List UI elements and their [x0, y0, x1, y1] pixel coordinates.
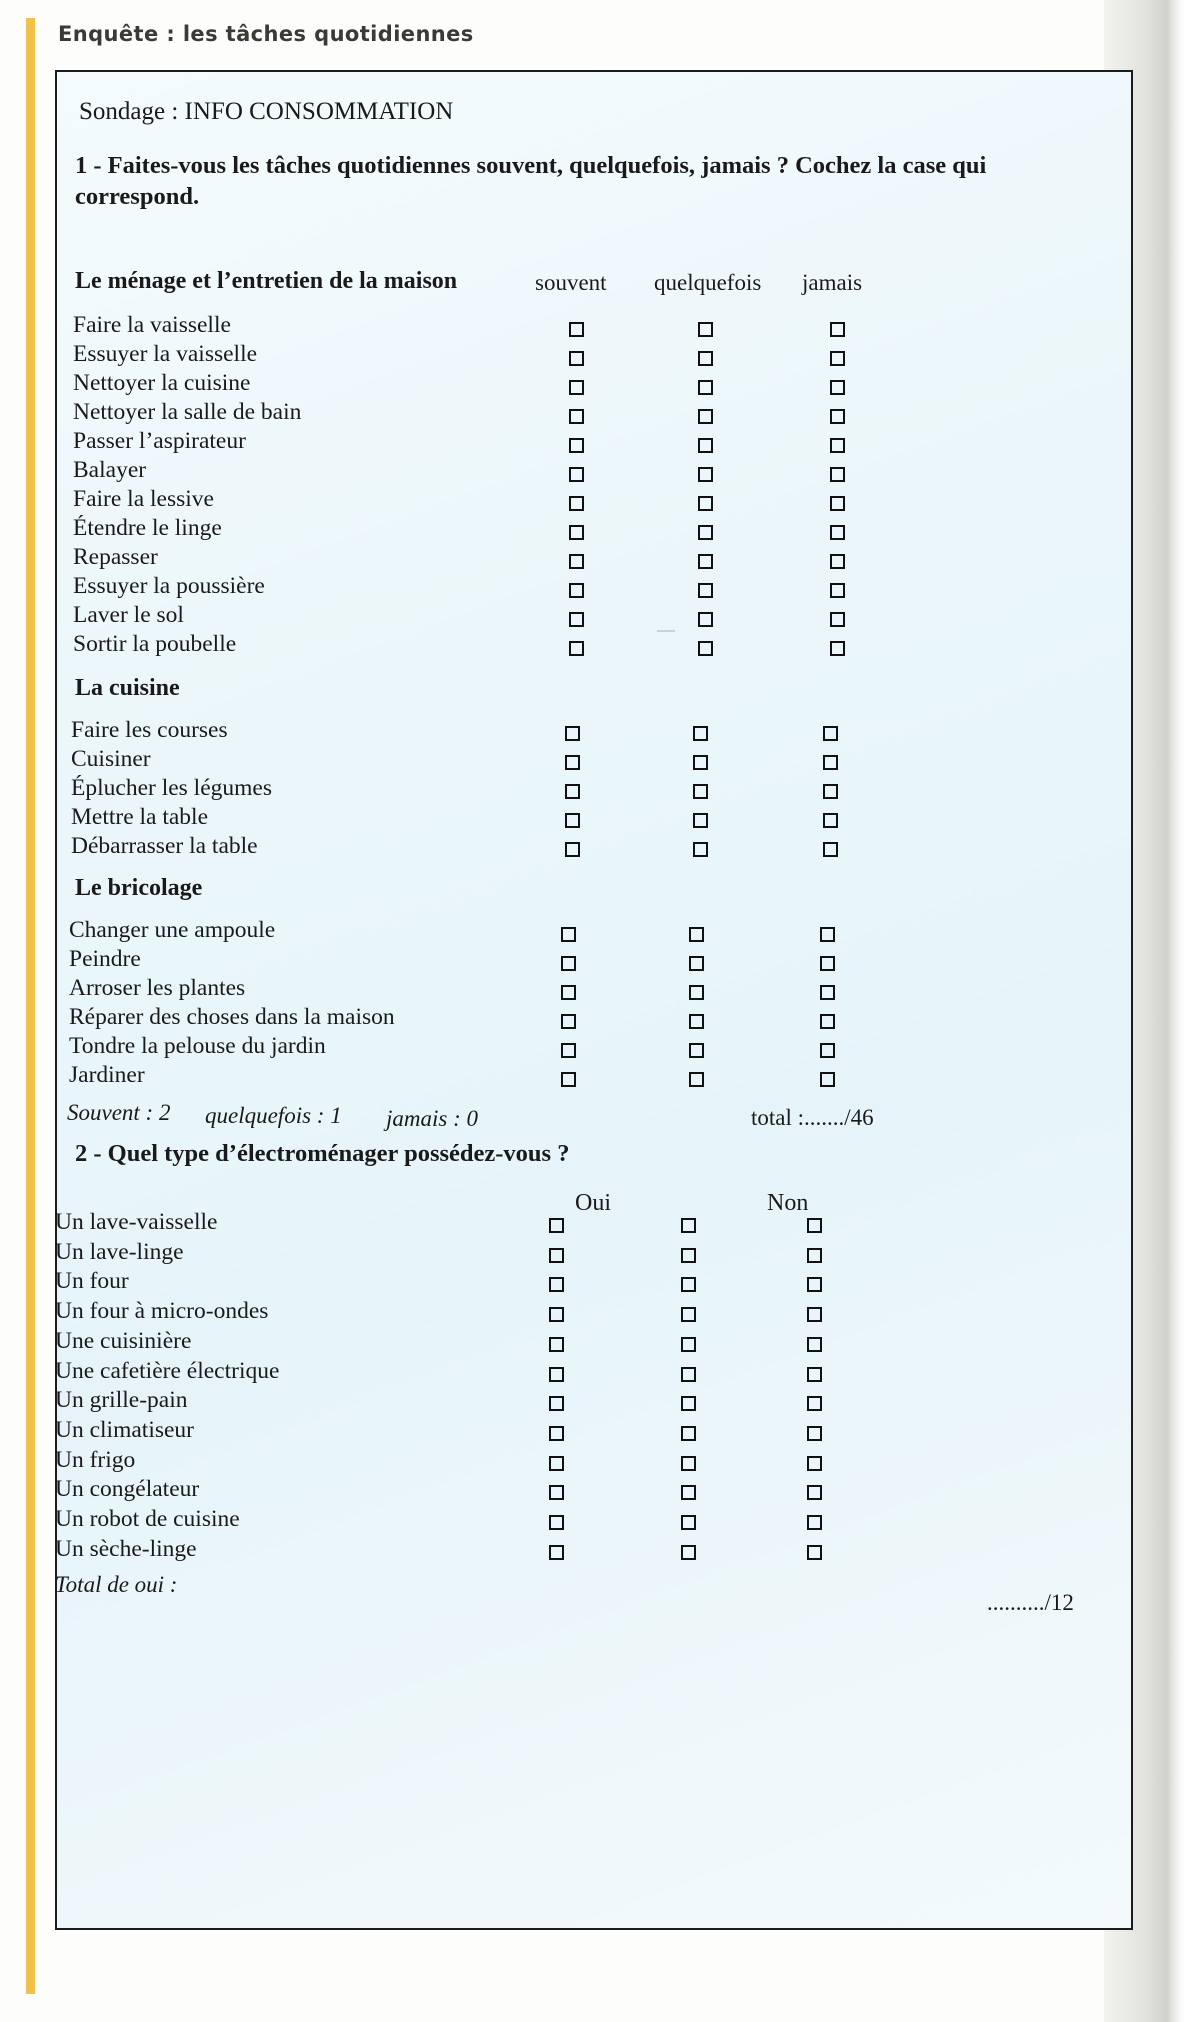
checkbox-souvent[interactable] [569, 525, 584, 540]
checkbox-souvent[interactable] [569, 641, 584, 656]
list-item: Éplucher les légumes [71, 775, 272, 801]
checkbox-souvent[interactable] [569, 554, 584, 569]
list-item: Repasser [73, 544, 158, 570]
column-header-oui: Oui [575, 1190, 611, 1216]
scoring-quelquefois: quelquefois : 1 [205, 1103, 342, 1128]
part2-total-dots: .......... [987, 1590, 1045, 1615]
checkbox-quelquefois[interactable] [698, 351, 713, 366]
checkbox-middle[interactable] [681, 1367, 696, 1382]
checkbox-oui[interactable] [549, 1307, 564, 1322]
checkbox-quelquefois[interactable] [698, 496, 713, 511]
section-heading-menage: Le ménage et l’entretien de la maison [75, 268, 458, 294]
checkbox-jamais[interactable] [830, 438, 845, 453]
checkbox-jamais[interactable] [823, 726, 838, 741]
part1-total [751, 1105, 874, 1131]
checkbox-quelquefois[interactable] [689, 1043, 704, 1058]
list-item: Une cafetière électrique [55, 1358, 280, 1384]
survey-header-name: INFO CONSOMMATION [184, 98, 454, 125]
list-item: Nettoyer la cuisine [73, 370, 251, 396]
checkbox-jamais[interactable] [830, 612, 845, 627]
list-item: Réparer des choses dans la maison [69, 1004, 395, 1030]
list-item: Débarrasser la table [71, 833, 258, 859]
checkbox-quelquefois[interactable] [698, 409, 713, 424]
survey-content [57, 72, 1135, 1932]
checkbox-jamais[interactable] [823, 784, 838, 799]
checkbox-quelquefois[interactable] [693, 784, 708, 799]
checkbox-souvent[interactable] [565, 755, 580, 770]
checkbox-oui[interactable] [549, 1545, 564, 1560]
column-header-quelquefois: quelquefois [654, 270, 762, 295]
list-item: Un four [55, 1268, 129, 1294]
checkbox-jamais[interactable] [830, 525, 845, 540]
checkbox-quelquefois[interactable] [693, 842, 708, 857]
checkbox-quelquefois[interactable] [693, 726, 708, 741]
checkbox-souvent[interactable] [569, 409, 584, 424]
checkbox-quelquefois[interactable] [689, 1014, 704, 1029]
scoring-souvent: Souvent : 2 [67, 1100, 171, 1125]
page-title: Enquête : les tâches quotidiennes [58, 22, 474, 46]
checkbox-middle[interactable] [681, 1218, 696, 1233]
list-item: Tondre la pelouse du jardin [69, 1033, 326, 1059]
checkbox-souvent[interactable] [569, 351, 584, 366]
checkbox-middle[interactable] [681, 1456, 696, 1471]
checkbox-oui[interactable] [549, 1218, 564, 1233]
list-item: Mettre la table [71, 804, 209, 830]
checkbox-oui[interactable] [549, 1485, 564, 1500]
checkbox-quelquefois[interactable] [693, 813, 708, 828]
part1-total-max: /46 [844, 1105, 874, 1130]
checkbox-souvent[interactable] [561, 1014, 576, 1029]
column-header-souvent: souvent [535, 270, 607, 295]
checkbox-jamais[interactable] [830, 583, 845, 598]
checkbox-jamais[interactable] [820, 927, 835, 942]
column-header-non: Non [767, 1190, 809, 1216]
survey-header-label: Sondage : [79, 98, 179, 125]
checkbox-quelquefois[interactable] [698, 612, 713, 627]
checkbox-non[interactable] [807, 1485, 822, 1500]
checkbox-middle[interactable] [681, 1396, 696, 1411]
checkbox-middle[interactable] [681, 1277, 696, 1292]
checkbox-quelquefois[interactable] [689, 956, 704, 971]
checkbox-souvent[interactable] [561, 956, 576, 971]
part2-total-max: /12 [1044, 1590, 1074, 1615]
list-item: Changer une ampoule [69, 917, 276, 943]
checkbox-quelquefois[interactable] [689, 1072, 704, 1087]
survey-header [79, 98, 453, 126]
checkbox-jamais[interactable] [830, 641, 845, 656]
part2-total-label: Total de oui : [55, 1572, 178, 1597]
checkbox-jamais[interactable] [830, 351, 845, 366]
checkbox-souvent[interactable] [565, 842, 580, 857]
checkbox-oui[interactable] [549, 1248, 564, 1263]
list-item: Un lave-vaisselle [55, 1209, 218, 1235]
checkbox-jamais[interactable] [823, 813, 838, 828]
checkbox-jamais[interactable] [820, 1043, 835, 1058]
checkbox-quelquefois[interactable] [693, 755, 708, 770]
list-item: Peindre [69, 946, 141, 972]
list-item: Faire la vaisselle [73, 312, 231, 338]
list-item: Nettoyer la salle de bain [73, 399, 302, 425]
list-item: Un robot de cuisine [55, 1506, 240, 1532]
list-item: Un lave-linge [55, 1239, 184, 1265]
checkbox-souvent[interactable] [561, 1072, 576, 1087]
checkbox-middle[interactable] [681, 1545, 696, 1560]
checkbox-oui[interactable] [549, 1426, 564, 1441]
checkbox-souvent[interactable] [561, 927, 576, 942]
scoring-jamais: jamais : 0 [386, 1106, 478, 1131]
checkbox-souvent[interactable] [569, 583, 584, 598]
checkbox-jamais[interactable] [830, 380, 845, 395]
checkbox-quelquefois[interactable] [698, 467, 713, 482]
checkbox-oui[interactable] [549, 1396, 564, 1411]
checkbox-souvent[interactable] [569, 496, 584, 511]
checkbox-non[interactable] [807, 1367, 822, 1382]
checkbox-souvent[interactable] [569, 612, 584, 627]
list-item: Faire les courses [71, 717, 228, 743]
list-item: Sortir la poubelle [73, 631, 237, 657]
list-item: Laver le sol [73, 602, 184, 628]
checkbox-middle[interactable] [681, 1426, 696, 1441]
checkbox-souvent[interactable] [565, 813, 580, 828]
checkbox-middle[interactable] [681, 1515, 696, 1530]
checkbox-souvent[interactable] [561, 985, 576, 1000]
list-item: Un four à micro-ondes [55, 1298, 269, 1324]
checkbox-oui[interactable] [549, 1277, 564, 1292]
checkbox-non[interactable] [807, 1337, 822, 1352]
checkbox-jamais[interactable] [820, 985, 835, 1000]
checkbox-quelquefois[interactable] [689, 985, 704, 1000]
list-item: Un frigo [55, 1447, 136, 1473]
checkbox-middle[interactable] [681, 1307, 696, 1322]
checkbox-jamais[interactable] [830, 467, 845, 482]
checkbox-middle[interactable] [681, 1485, 696, 1500]
list-item: Cuisiner [71, 746, 151, 772]
part2-total-value [987, 1590, 1074, 1616]
checkbox-jamais[interactable] [830, 554, 845, 569]
list-item: Essuyer la poussière [73, 573, 265, 599]
checkbox-jamais[interactable] [830, 322, 845, 337]
checkbox-non[interactable] [807, 1515, 822, 1530]
checkbox-jamais[interactable] [830, 496, 845, 511]
list-item: Une cuisinière [55, 1328, 192, 1354]
checkbox-middle[interactable] [681, 1337, 696, 1352]
checkbox-non[interactable] [807, 1545, 822, 1560]
list-item: Faire la lessive [73, 486, 214, 512]
list-item: Un climatiseur [55, 1417, 195, 1443]
list-item: Un sèche-linge [55, 1536, 197, 1562]
section-heading-bricolage: Le bricolage [75, 875, 203, 901]
checkbox-souvent[interactable] [561, 1043, 576, 1058]
checkbox-non[interactable] [807, 1307, 822, 1322]
checkbox-non[interactable] [807, 1218, 822, 1233]
list-item: Passer l’aspirateur [73, 428, 246, 454]
list-item: Arroser les plantes [69, 975, 246, 1001]
checkbox-souvent[interactable] [569, 438, 584, 453]
checkbox-quelquefois[interactable] [698, 438, 713, 453]
list-item: Balayer [73, 457, 147, 483]
checkbox-middle[interactable] [681, 1248, 696, 1263]
scan-edge-highlight [1166, 0, 1196, 2022]
checkbox-jamais[interactable] [820, 1072, 835, 1087]
column-header-jamais: jamais [802, 270, 863, 295]
checkbox-oui[interactable] [549, 1456, 564, 1471]
list-item: Un grille-pain [55, 1387, 188, 1413]
checkbox-quelquefois[interactable] [698, 583, 713, 598]
question-2-text: 2 - Quel type d’électroménager possédez-vous ? [75, 1140, 570, 1167]
scan-artifact [657, 630, 675, 632]
checkbox-souvent[interactable] [569, 467, 584, 482]
checkbox-quelquefois[interactable] [698, 641, 713, 656]
checkbox-oui[interactable] [549, 1367, 564, 1382]
checkbox-jamais[interactable] [830, 409, 845, 424]
checkbox-jamais[interactable] [820, 1014, 835, 1029]
checkbox-souvent[interactable] [569, 380, 584, 395]
checkbox-quelquefois[interactable] [698, 554, 713, 569]
checkbox-quelquefois[interactable] [698, 525, 713, 540]
survey-frame [55, 70, 1133, 1930]
checkbox-quelquefois[interactable] [698, 380, 713, 395]
checkbox-souvent[interactable] [565, 784, 580, 799]
checkbox-oui[interactable] [549, 1515, 564, 1530]
list-item: Jardiner [69, 1062, 145, 1088]
checkbox-non[interactable] [807, 1456, 822, 1471]
question-1-text: 1 - Faites-vous les tâches quotidiennes souvent, quelquefois, jamais ? Cochez la case qui correspond. [75, 152, 987, 211]
checkbox-souvent[interactable] [569, 322, 584, 337]
list-item: Étendre le linge [73, 515, 222, 541]
checkbox-non[interactable] [807, 1277, 822, 1292]
checkbox-souvent[interactable] [565, 726, 580, 741]
section-heading-cuisine: La cuisine [75, 675, 180, 701]
part1-total-label: total : [751, 1105, 805, 1130]
part1-total-dots: ....... [804, 1105, 845, 1130]
checkbox-quelquefois[interactable] [698, 322, 713, 337]
list-item: Un congélateur [55, 1476, 200, 1502]
checkbox-jamais[interactable] [820, 956, 835, 971]
yellow-margin-bar [26, 18, 35, 1994]
list-item: Essuyer la vaisselle [73, 341, 258, 367]
checkbox-non[interactable] [807, 1396, 822, 1411]
checkbox-quelquefois[interactable] [689, 927, 704, 942]
checkbox-non[interactable] [807, 1426, 822, 1441]
checkbox-jamais[interactable] [823, 842, 838, 857]
checkbox-oui[interactable] [549, 1337, 564, 1352]
checkbox-jamais[interactable] [823, 755, 838, 770]
checkbox-non[interactable] [807, 1248, 822, 1263]
